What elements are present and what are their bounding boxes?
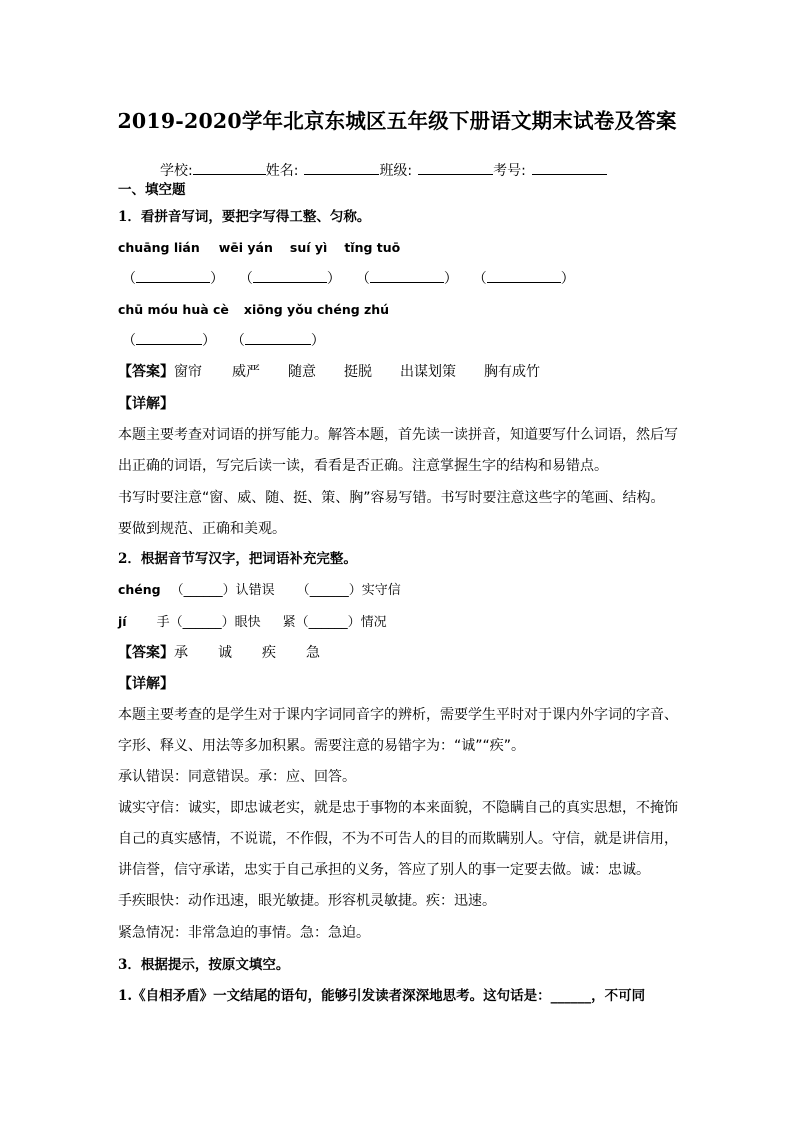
pinyin: suí yì bbox=[289, 240, 328, 255]
section-heading: 一、填空题 bbox=[118, 182, 186, 198]
answer-word: 挺脱 bbox=[344, 364, 372, 380]
blank-row-1 bbox=[122, 268, 575, 289]
answer-tag: 【答案】 bbox=[118, 364, 174, 380]
word-suffix: ）眼快 bbox=[221, 615, 261, 630]
answer-word: 胸有成竹 bbox=[484, 364, 540, 380]
answer-word: 窗帘 bbox=[174, 364, 202, 380]
school-label: 学校: bbox=[160, 163, 193, 179]
answer-word: 急 bbox=[306, 645, 320, 661]
answer-blank[interactable]: ______ bbox=[309, 583, 349, 598]
pinyin-row-2 bbox=[118, 300, 389, 320]
class-label: 班级: bbox=[379, 163, 413, 179]
answer-blank[interactable]: ______ bbox=[183, 583, 223, 598]
detail-text: 承认错误：同意错误。承：应、回答。 bbox=[118, 769, 356, 785]
detail-text: 自己的真实感情，不说谎，不作假，不为不可告人的目的而欺瞒别人。守信，就是讲信用， bbox=[118, 831, 678, 847]
pinyin: wēi yán bbox=[218, 240, 273, 255]
detail-text: 讲信誉，信守承诺，忠实于自己承担的义务，答应了别人的事一定要去做。诚：忠诚。 bbox=[118, 862, 650, 878]
sub-question-text: ，不可同 bbox=[591, 988, 646, 1004]
answer-blank[interactable]: （ ） bbox=[239, 271, 341, 287]
page-title: 2019-2020学年北京东城区五年级下册语文期末试卷及答案 bbox=[117, 109, 677, 133]
q2-row-2 bbox=[118, 612, 387, 633]
detail-text: 出正确的词语，写完后读一读，看看是否正确。注意掌握生字的结构和易错点。 bbox=[118, 458, 608, 474]
detail-text: 要做到规范、正确和美观。 bbox=[118, 521, 286, 537]
answer-blank[interactable]: （ ） bbox=[122, 333, 216, 349]
class-blank[interactable] bbox=[418, 160, 493, 175]
answer-blank[interactable]: （ ） bbox=[231, 333, 325, 349]
answer-blank[interactable]: ______ bbox=[550, 988, 592, 1004]
word-prefix: 手（ bbox=[156, 615, 183, 630]
answer-word: 随意 bbox=[288, 364, 316, 380]
answer-word: 疾 bbox=[262, 645, 276, 661]
syllable: chéng bbox=[118, 582, 161, 597]
question-1: 1．看拼音写词，要把字写得工整、匀称。 bbox=[118, 209, 371, 225]
answer-word: 威严 bbox=[232, 364, 260, 380]
q3-sub-1 bbox=[118, 986, 645, 1006]
pinyin: chuāng lián bbox=[118, 240, 200, 255]
name-label: 姓名: bbox=[265, 163, 299, 179]
detail-tag: 【详解】 bbox=[118, 396, 174, 412]
q2-answer bbox=[118, 643, 320, 663]
answer-word: 诚 bbox=[218, 645, 232, 661]
detail-text: 手疾眼快：动作迅速，眼光敏捷。形容机灵敏捷。疾：迅速。 bbox=[118, 893, 496, 909]
detail-text: 书写时要注意“窗、威、随、挺、策、胸”容易写错。书写时要注意这些字的笔画、结构。 bbox=[118, 490, 665, 506]
answer-blank[interactable]: ______ bbox=[182, 615, 222, 630]
question-2: 2．根据音节写汉字，把词语补充完整。 bbox=[118, 551, 357, 567]
word-suffix: ）情况 bbox=[347, 615, 387, 630]
detail-text: 本题主要考查对词语的拼写能力。解答本题，首先读一读拼音，知道要写什么词语，然后写 bbox=[118, 427, 678, 443]
word-prefix: 紧（ bbox=[282, 615, 309, 630]
word-suffix: ）认错误 bbox=[222, 583, 275, 598]
school-blank[interactable] bbox=[193, 160, 266, 175]
paren: （ bbox=[170, 583, 184, 598]
q1-answer bbox=[118, 362, 540, 382]
detail-tag: 【详解】 bbox=[118, 676, 174, 692]
q2-row-1 bbox=[118, 580, 401, 601]
pinyin-row-1 bbox=[118, 238, 400, 258]
answer-blank[interactable]: （ ） bbox=[122, 271, 224, 287]
paren: （ bbox=[296, 583, 310, 598]
blank-row-2 bbox=[122, 330, 325, 351]
answer-word: 出谋划策 bbox=[400, 364, 456, 380]
pinyin: tǐng tuō bbox=[344, 240, 401, 255]
answer-word: 承 bbox=[174, 645, 188, 661]
answer-blank[interactable]: （ ） bbox=[473, 271, 575, 287]
syllable: jí bbox=[118, 614, 127, 629]
exam-number-blank[interactable] bbox=[532, 160, 607, 175]
student-info-row bbox=[160, 160, 607, 181]
answer-tag: 【答案】 bbox=[118, 645, 174, 661]
name-blank[interactable] bbox=[304, 160, 379, 175]
exam-number-label: 考号: bbox=[493, 163, 526, 179]
word-suffix: ）实守信 bbox=[348, 583, 401, 598]
pinyin: xiōng yǒu chéng zhú bbox=[243, 302, 390, 317]
detail-text: 本题主要考查的是学生对于课内字词同音字的辨析，需要学生平时对于课内外字词的字音、 bbox=[118, 707, 678, 723]
detail-text: 字形、释义、用法等多加积累。需要注意的易错字为：“诚”“疾”。 bbox=[118, 738, 526, 754]
sub-question-text: 1.《自相矛盾》一文结尾的语句，能够引发读者深深地思考。这句话是： bbox=[118, 988, 551, 1004]
answer-blank[interactable]: ______ bbox=[308, 615, 348, 630]
pinyin: chū móu huà cè bbox=[118, 302, 229, 317]
detail-text: 诚实守信：诚实，即忠诚老实，就是忠于事物的本来面貌，不隐瞒自己的真实思想，不掩饰 bbox=[118, 800, 678, 816]
detail-text: 紧急情况：非常急迫的事情。急：急迫。 bbox=[118, 925, 370, 941]
answer-blank[interactable]: （ ） bbox=[356, 271, 458, 287]
question-3: 3．根据提示，按原文填空。 bbox=[118, 957, 290, 973]
